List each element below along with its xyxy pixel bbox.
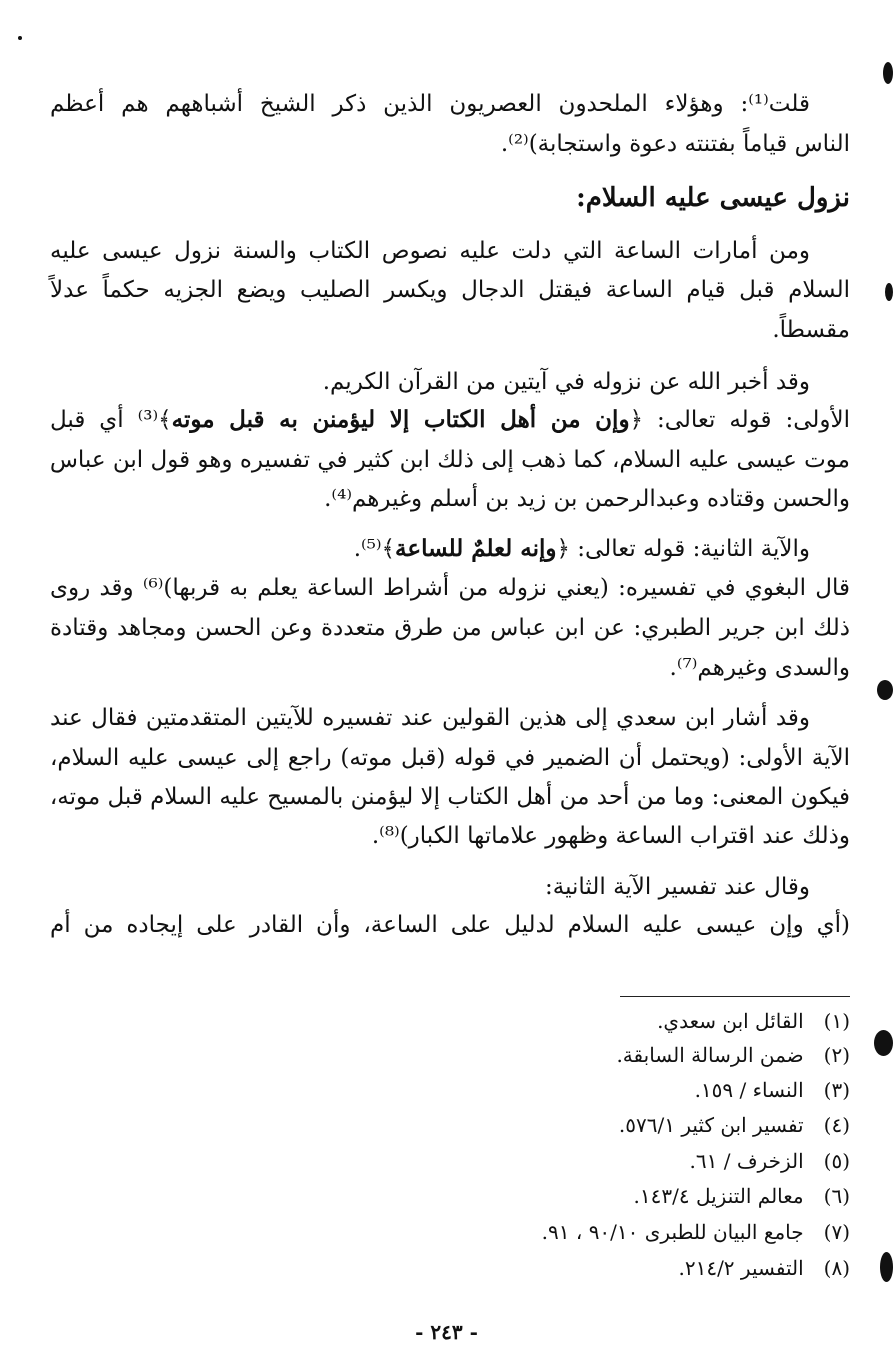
body-text-line: والحسن وقتاده وعبدالرحمن بن زيد بن أسلم وغيرهم⁽⁴⁾.: [324, 486, 850, 512]
footnote-number: (٧): [823, 1220, 850, 1244]
footnote-number: (١): [823, 1009, 850, 1033]
footnote-text: ضمن الرسالة السابقة.: [616, 1043, 804, 1067]
footnote-text: القائل ابن سعدي.: [657, 1009, 804, 1033]
quran-verse: وإنه لعلمٌ للساعة: [395, 535, 557, 562]
footnote: [50, 1253, 850, 1283]
scan-mark: [874, 1030, 893, 1056]
footnote-text: معالم التنزيل ١٤٣/٤.: [633, 1184, 804, 1208]
footnote-text: جامع البيان للطبرى ٩٠/١٠ ، ٩١.: [541, 1220, 804, 1244]
footnote-text: تفسير ابن كثير ٥٧٦/١.: [618, 1113, 804, 1137]
scan-mark: [880, 1252, 893, 1282]
footnote: [50, 1217, 850, 1247]
body-text-line: مقسطاً.: [772, 317, 850, 343]
body-text-line: وقال عند تفسير الآية الثانية:: [545, 874, 810, 900]
scan-mark: [885, 283, 893, 301]
footnote: [50, 1181, 850, 1211]
body-text-line: قلت⁽¹⁾: وهؤلاء الملحدون العصريون الذين ذكر الشيخ أشباههم هم أعظم: [50, 91, 810, 117]
footnote-number: (٢): [823, 1043, 850, 1067]
footnote: [50, 1146, 850, 1176]
footnote: [50, 1110, 850, 1140]
verse-outro: ﴾⁽⁵⁾.: [353, 536, 396, 562]
page-number: - ٢٤٣ -: [415, 1320, 478, 1344]
body-text-line: والسدى وغيرهم⁽⁷⁾.: [669, 655, 850, 681]
footnote-text: النساء / ١٥٩.: [694, 1078, 804, 1102]
footnote-number: (٤): [823, 1113, 850, 1137]
footnote-number: (٦): [823, 1184, 850, 1208]
body-text-line: السلام قبل قيام الساعة فيقتل الدجال ويكسر الصليب ويضع الجزيه حكماً عدلاً: [50, 277, 850, 303]
section-heading: نزول عيسى عليه السلام:: [576, 183, 850, 213]
verse-intro: والآية الثانية: قوله تعالى: ﴿: [556, 536, 810, 562]
scan-mark: [883, 62, 893, 84]
footnote-divider: [620, 996, 850, 997]
body-text-line: قال البغوي في تفسيره: (يعني نزوله من أشراط الساعة يعلم به قربها)⁽⁶⁾ وقد روى: [50, 575, 850, 601]
body-text-line: وذلك عند اقتراب الساعة وظهور علاماتها الكبار)⁽⁸⁾.: [371, 823, 850, 849]
body-text-line: (أي وإن عيسى عليه السلام لدليل على الساعة، وأن القادر على إيجاده من أم: [50, 912, 850, 938]
quran-verse: وإن من أهل الكتاب إلا ليؤمنن به قبل موته: [171, 406, 630, 433]
body-text-line: [50, 531, 850, 567]
footnote-number: (٨): [823, 1256, 850, 1280]
footnote-number: (٣): [823, 1078, 850, 1102]
body-text-line: وقد أخبر الله عن نزوله في آيتين من القرآن الكريم.: [322, 369, 810, 395]
footnote-text: التفسير ٢١٤/٢.: [678, 1256, 804, 1280]
body-text-line: موت عيسى عليه السلام، كما ذهب إلى ذلك ابن كثير في تفسيره وهو قول ابن عباس: [49, 447, 850, 473]
body-text-line: وقد أشار ابن سعدي إلى هذين القولين عند تفسيره للآيتين المتقدمتين فقال عند: [50, 705, 810, 731]
body-text-line: الآية الأولى: (ويحتمل أن الضمير في قوله (قبل موته) راجع إلى عيسى عليه السلام،: [50, 745, 850, 771]
verse-intro: الأولى: قوله تعالى: ﴿: [629, 407, 850, 433]
footnote-number: (٥): [823, 1149, 850, 1173]
scan-mark: [877, 680, 893, 700]
body-text-line: فيكون المعنى: وما من أحد من أهل الكتاب إلا ليؤمنن بالمسيح عليه السلام قبل موته،: [49, 784, 850, 810]
body-text-line: الناس قياماً بفتنته دعوة واستجابة)⁽²⁾.: [500, 131, 850, 157]
body-text-line: ذلك ابن جرير الطبري: عن ابن عباس من طرق متعددة وعن الحسن ومجاهد وقتادة: [50, 615, 850, 641]
footnote: [50, 1075, 850, 1105]
footnote: [50, 1040, 850, 1070]
footnote: [50, 1006, 850, 1036]
body-text-line: ومن أمارات الساعة التي دلت عليه نصوص الكتاب والسنة نزول عيسى عليه: [50, 238, 810, 264]
body-text-line: [50, 402, 850, 438]
footnote-text: الزخرف / ٦١.: [689, 1149, 804, 1173]
scan-speck: [18, 36, 22, 40]
verse-outro: ﴾⁽³⁾ أي قبل: [50, 407, 172, 433]
